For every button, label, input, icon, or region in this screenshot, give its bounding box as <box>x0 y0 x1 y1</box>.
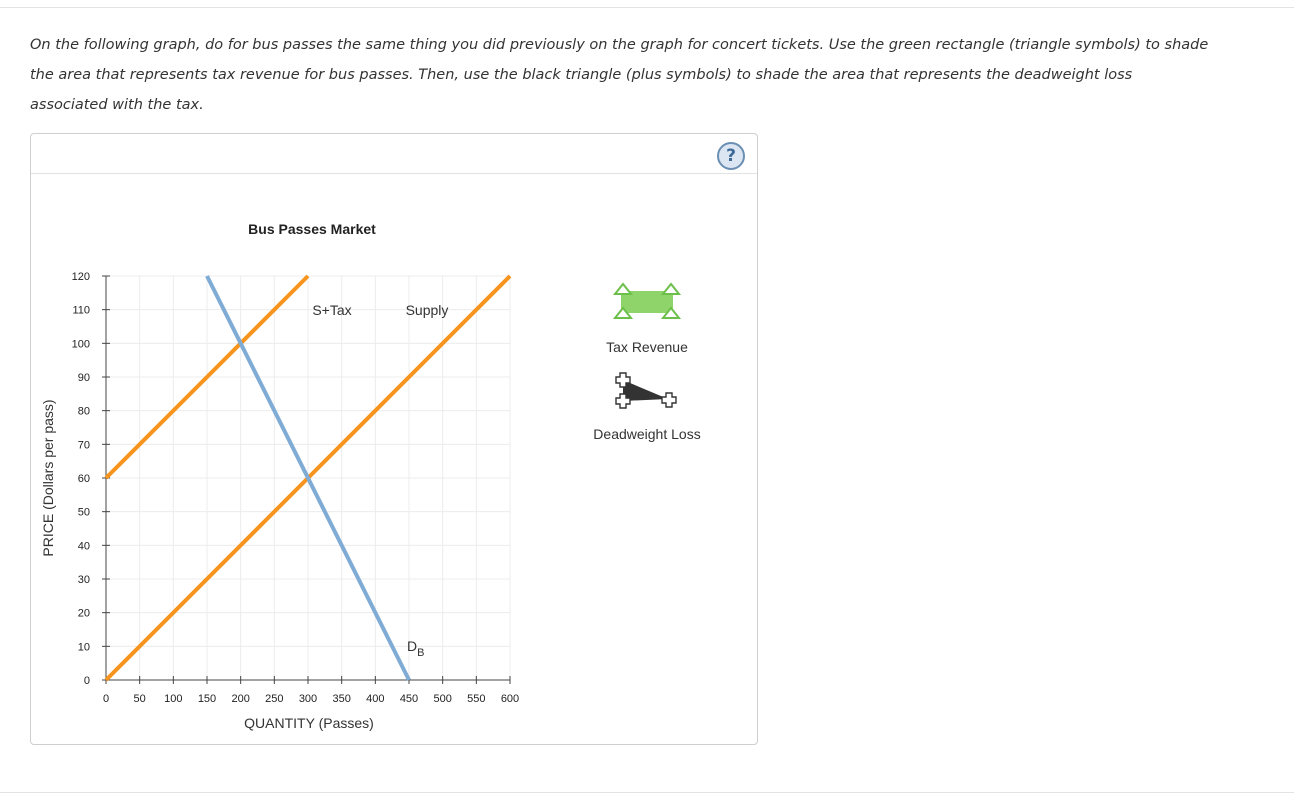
x-tick-label: 350 <box>332 693 351 705</box>
x-tick-label: 400 <box>366 693 385 705</box>
deadweight-loss-label: Deadweight Loss <box>593 426 701 442</box>
triangle-marker-icon <box>615 284 631 294</box>
demand-label-sub: B <box>417 647 425 659</box>
y-tick-label: 90 <box>77 372 90 384</box>
y-tick-label: 110 <box>72 304 90 317</box>
x-tick-label: 0 <box>102 693 110 705</box>
triangle-marker-icon <box>663 284 679 294</box>
y-tick-label: 40 <box>77 540 90 553</box>
x-tick-label: 300 <box>298 693 318 705</box>
y-tick-label: 120 <box>71 271 90 283</box>
graph-panel <box>30 133 758 745</box>
demand-label-main: D <box>407 638 418 654</box>
x-tick-label: 200 <box>231 693 250 705</box>
y-tick-label: 0 <box>83 675 90 687</box>
y-tick-label: 30 <box>77 574 90 586</box>
question-icon: ? <box>726 146 736 166</box>
x-tick-label: 550 <box>467 693 486 705</box>
bus-passes-chart <box>31 134 757 744</box>
x-tick-label: 150 <box>197 693 217 705</box>
y-tick-label: 70 <box>77 439 90 452</box>
x-tick-label: 50 <box>133 693 146 705</box>
chart-title: Bus Passes Market <box>248 221 376 237</box>
y-axis-label: PRICE (Dollars per pass) <box>40 399 56 557</box>
top-rule <box>0 7 1294 8</box>
y-tick-label: 60 <box>77 473 90 485</box>
x-tick-label: 100 <box>164 693 183 705</box>
plus-marker-icon <box>662 393 676 407</box>
bottom-rule <box>0 792 1294 793</box>
x-tick-label: 450 <box>399 693 419 705</box>
tax-revenue-tool[interactable] <box>615 284 679 318</box>
instructions-text: On the following graph, do for bus passes the same thing you did previously on the graph for concert tickets. Use the green rectangle (triangle symbols) to shade the area that represents tax revenue for bus passes. Then, use the black triangle (plus symbols) to shade the area that represents the deadweight loss associated with the tax. <box>30 37 1209 113</box>
tax-revenue-label: Tax Revenue <box>606 339 688 355</box>
supply-label: Supply <box>405 302 449 318</box>
x-tick-label: 500 <box>433 693 452 705</box>
y-tick-label: 50 <box>77 506 90 519</box>
x-tick-label: 600 <box>500 693 520 705</box>
y-tick-label: 80 <box>77 405 90 418</box>
deadweight-loss-tool[interactable] <box>616 373 676 408</box>
y-tick-label: 100 <box>71 338 90 351</box>
y-tick-label: 10 <box>77 641 90 654</box>
x-axis-label: QUANTITY (Passes) <box>244 715 374 731</box>
demand-label <box>407 638 424 659</box>
y-tick-label: 20 <box>77 607 90 620</box>
s-tax-label: S+Tax <box>312 302 352 318</box>
x-tick-label: 250 <box>265 693 284 705</box>
